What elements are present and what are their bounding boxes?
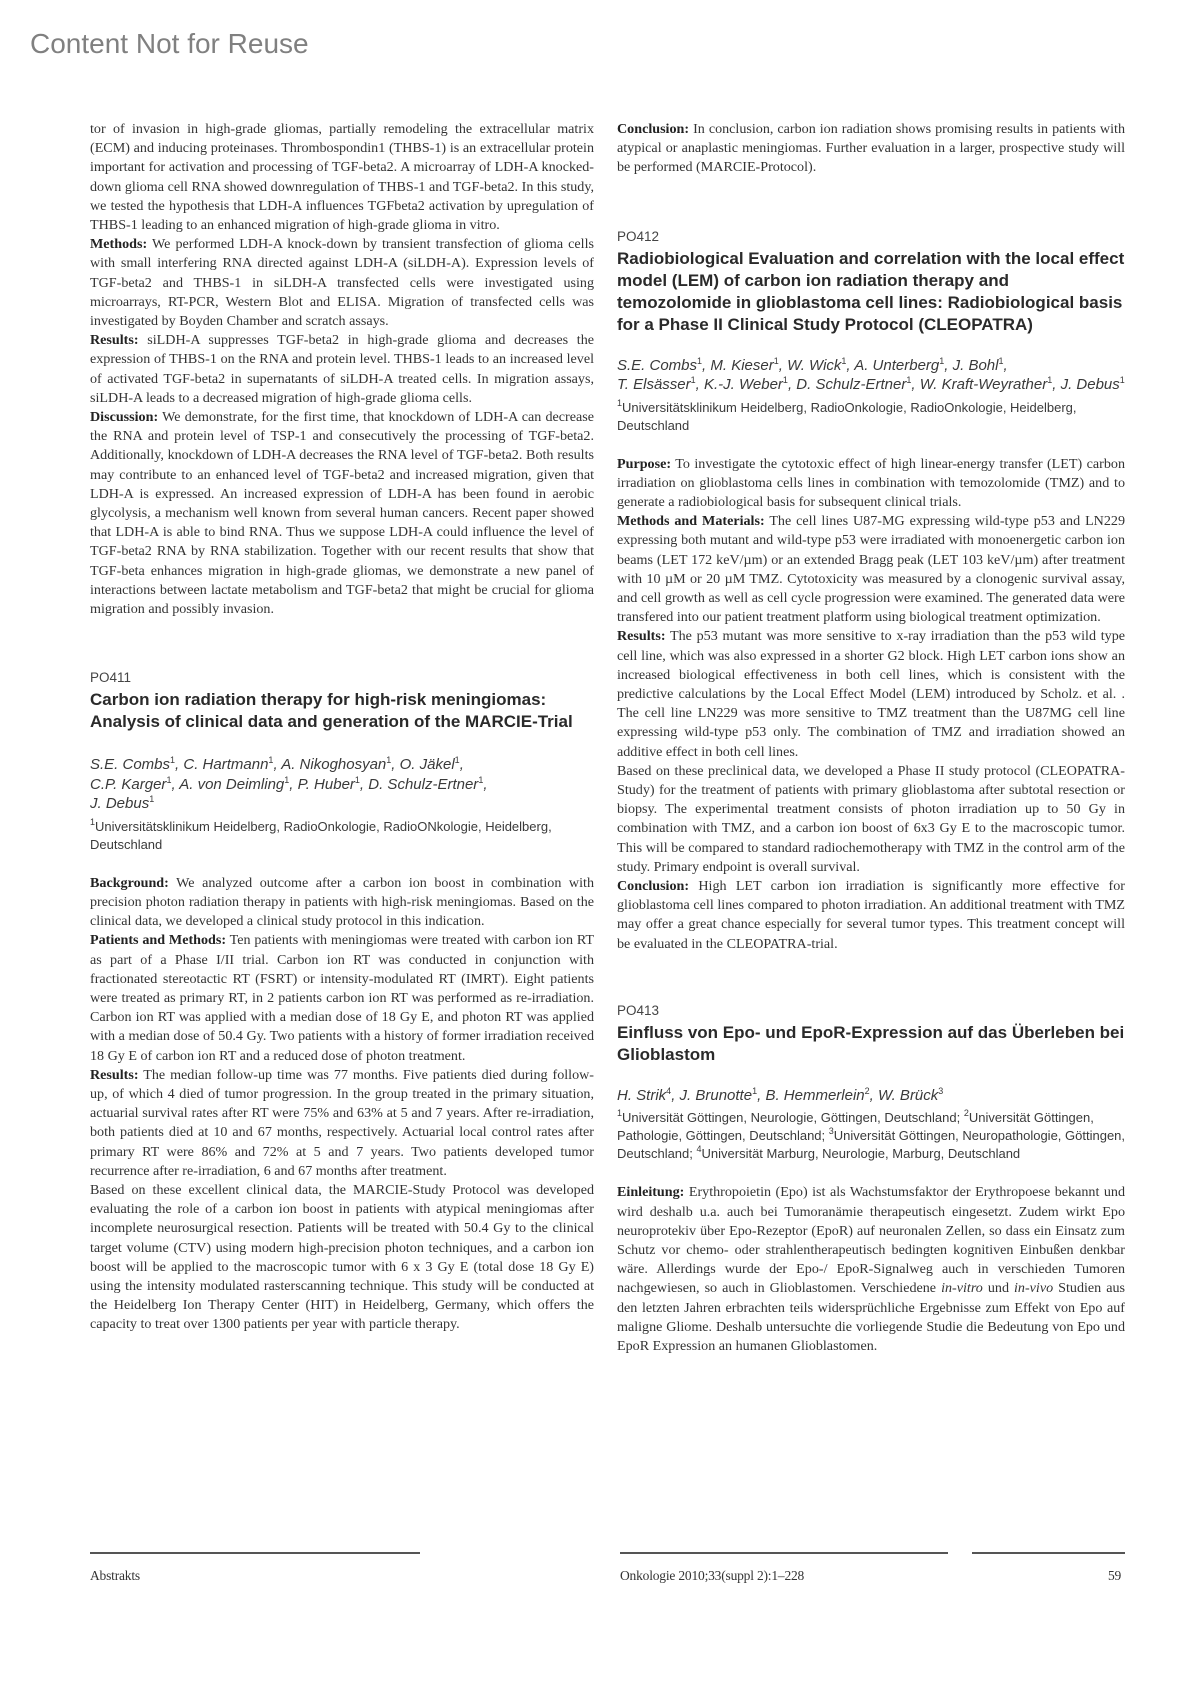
section-label: Results: bbox=[90, 1066, 139, 1083]
section-label: Discussion: bbox=[90, 409, 159, 426]
paragraph-conclusion: Conclusion: High LET carbon ion irradiation is significantly more effective for glioblastoma cell lines compared to photon irradiation. An additional treatment with TMZ may offer a great chance especially for several tumor types. This treatment concept will be evaluated in the CLEOPATRA-trial. bbox=[617, 878, 1125, 952]
affiliation: $^1$Universitätsklinikum Heidelberg, RadioOnkologie, RadioONkologie, Heidelberg, Deutschland bbox=[90, 816, 552, 852]
section-label: Purpose: bbox=[617, 455, 672, 472]
abstract-body bbox=[90, 874, 594, 1335]
section-label: Conclusion: bbox=[617, 878, 690, 895]
section-label: Background: bbox=[90, 874, 169, 891]
abstract-title: Einfluss von Epo- und EpoR-Expression auf das Überleben bei Glioblastom bbox=[617, 1022, 1125, 1064]
abstract-po413 bbox=[617, 1002, 1125, 1356]
abstract-title: Radiobiological Evaluation and correlation with the local effect model (LEM) of carbon ion radiation therapy and temozolomide in glioblastoma cell lines: Radiobiological basis for a Phase II Clinical Study Protocol (CLEOPATRA) bbox=[617, 248, 1125, 334]
footer-section-label: Abstrakts bbox=[90, 1568, 140, 1583]
section-label: Results: bbox=[90, 332, 139, 349]
po411-conclusion bbox=[617, 120, 1125, 178]
affiliation: $^1$Universitätsklinikum Heidelberg, RadioOnkologie, RadioOnkologie, Heidelberg, Deutschland bbox=[617, 397, 1077, 433]
section-label: Results: bbox=[617, 628, 666, 645]
footer-page-number: 59 bbox=[1108, 1568, 1122, 1583]
continued-paragraph-results: Results: siLDH-A suppresses TGF-beta2 in high-grade glioma and decreases the expression of THBS-1 on the RNA and protein level. THBS-1 leads to an increased level of activated TGF-beta2 in supernatants of siLDH-A treated cells. In migration assays, siLDH-A leads to a decreased migration of high-grade glioma cells. bbox=[90, 332, 594, 406]
paragraph-results: Results: The median follow-up time was 77 months. Five patients died during follow-up, of which 4 died of tumor progression. In the group treated in the primary situation, actuarial survival rates after RT were 75% and 63% at 5 and 7 years. After re-irradiation, both patients died at 10 and 67 months, respectively. Actuarial local control rates after primary RT were 86% and 72% at 5 and 7 years. Two patients developed tumor recurrence after re-irradiation, 6 and 67 months after treatment. bbox=[90, 1066, 594, 1179]
right-column bbox=[617, 120, 1125, 1356]
paragraph-conclusion: Conclusion: In conclusion, carbon ion radiation shows promising results in patients with atypical or anaplastic meningiomas. Further evaluation in a larger, prospective study will be performed (MARCIE-Protocol). bbox=[617, 121, 1125, 176]
author-list: S.E. Combs$^1$, C. Hartmann$^1$, A. Nikoghosyan$^1$, O. Jäkel$^1$, C.P. Karger$^1$, A. von Deimling$^1$, P. Huber$^1$, D. Schulz-Ertner$^1$, J. Debus$^1$ bbox=[90, 755, 488, 813]
author-list: H. Strik$^4$, J. Brunotte$^1$, B. Hemmerlein$^2$, W. Brück$^3$ bbox=[617, 1085, 944, 1104]
section-label: Methods and Materials: bbox=[617, 513, 765, 530]
paragraph-results: Results: The p53 mutant was more sensitive to x-ray irradiation than the p53 wild type cell line, which was also expressed in a shorter G2 block. High LET carbon ions show an increased biological effectiveness in both cell lines, which is consistent with the predictive calculations by the Local Effect Model (LEM) introduced by Scholz. et al. . The cell line LN229 was more sensitive to TMZ treatment than the U87MG cell line expressing wild-type p53 only. The combination of TMZ and irradiation showed an additive effect in both cell lines. bbox=[617, 628, 1125, 760]
abstract-po412 bbox=[617, 228, 1125, 954]
continued-paragraph-methods: Methods: We performed LDH-A knock-down by transient transfection of glioma cells with small interfering RNA directed against LDH-A (siLDH-A). Expression levels of TGF-beta2 and THBS-1 in siLDH-A transfected cells were investigated using microarrays, RT-PCR, Western Blot and ELISA. Migration of transfected cells was investigated by Boyden Chamber and scratch assays. bbox=[90, 236, 594, 330]
continued-paragraph-intro: tor of invasion in high-grade gliomas, partially remodeling the extracellular matrix (ECM) and inducing proteinases. Thrombospondin1 (THBS-1) is an extracellular protein important for activation and processing of TGF-beta2. A microarray of LDH-A knocked-down glioma cell RNA showed downregulation of THBS-1 and TGF-beta2. In this study, we tested the hypothesis that LDH-A influences TGFbeta2 activation by upregulation of THBS-1 leading to an enhanced migration of high-grade glioma in vitro. bbox=[90, 121, 594, 234]
paragraph-einleitung: Einleitung: Erythropoietin (Epo) ist als Wachstumsfaktor der Erythropoese bekannt und wird deshalb u.a. auch bei Tumoranämie therapeutisch eingesetzt. Zudem wirkt Epo neuroprotekiv über Epo-Rezeptor (EpoR) auf neuronalen Zellen, so dass ein Einsatz zum Schutz vor chemo- oder strahlentherapeutisch bedingten kognitiven Einbußen denkbar wäre. Allerdings wurde der Epo-/ EpoR-Signalweg auch in verschieden Tumoren nachgewiesen, so auch in Glioblastomen. Verschiedene in-vitro und in-vivo Studien aus den letzten Jahren erbrachten teils widersprüchliche Ergebnisse zum Effekt von Epo auf maligne Gliome. Deshalb untersuchte die vorliegende Studie die Bedeutung von Epo und EpoR Expression an humanen Glioblastomen. bbox=[617, 1184, 1125, 1355]
abstract-id: PO411 bbox=[90, 670, 132, 686]
paragraph-purpose: Purpose: To investigate the cytotoxic effect of high linear-energy transfer (LET) carbon irradiation on glioblastoma cells lines in combination with temozolomide (TMZ) and to generate a radiobiological basis for subsequent clinical trials. bbox=[617, 455, 1125, 511]
paragraph-background: Background: We analyzed outcome after a carbon ion boost in combination with precision photon radiation therapy in patients with high-risk meningiomas. Based on the clinical data, we developed a clinical study protocol in this indication. bbox=[90, 874, 594, 930]
author-list: S.E. Combs$^1$, M. Kieser$^1$, W. Wick$^1$, A. Unterberg$^1$, J. Bohl$^1$, T. Elsässer$^1$, K.-J. Weber$^1$, D. Schulz-Ertner$^1$, W. Kraft-Weyrather$^1$, J. Debus$^1$ bbox=[617, 355, 1125, 394]
paragraph-study-protocol: Based on these excellent clinical data, the MARCIE-Study Protocol was developed evaluating the role of a carbon ion boost in patients with atypical meningiomas after incomplete neurosurgical resection. Patients will be treated with 50.4 Gy to the clinical target volume (CTV) using modern high-precision photon techniques, and a carbon ion boost will be applied to the macroscopic tumor with 6 x 3 Gy E (total dose 18 Gy E) using the intensity modulated rasterscanning technique. This study will be conducted at the Heidelberg Ion Therapy Center (HIT) in Heidelberg, Germany, which offers the capacity to treat over 1300 patients per year with particle therapy. bbox=[90, 1182, 594, 1333]
footer-rule-right bbox=[972, 1552, 1125, 1554]
section-label: Patients and Methods: bbox=[90, 932, 227, 949]
abstract-body bbox=[617, 455, 1125, 954]
abstract-title: Carbon ion radiation therapy for high-risk meningiomas: Analysis of clinical data and generation of the MARCIE-Trial bbox=[90, 690, 573, 732]
section-label: Methods: bbox=[90, 236, 148, 253]
abstract-body bbox=[617, 1183, 1125, 1356]
footer-journal-citation: Onkologie 2010;33(suppl 2):1–228 bbox=[620, 1568, 805, 1583]
section-label: Conclusion: bbox=[617, 121, 690, 137]
paragraph-patients-methods: Patients and Methods: Ten patients with meningiomas were treated with carbon ion RT as part of a Phase I/II trial. Carbon ion RT was conducted in conjunction with fractionated stereotactic RT (FSRT) or intensity-modulated RT (IMRT). Eight patients were treated as primary RT, in 2 patients carbon ion RT was performed as re-irradiation. Carbon ion RT was applied with a median dose of 18 Gy E, and photon RT was applied with a median dose of 50.4 Gy. Two patients with a history of former irradiation received 18 Gy E of carbon ion RT and a reduced dose of photon treatment. bbox=[90, 932, 594, 1064]
footer-rule-left bbox=[90, 1552, 420, 1554]
left-column bbox=[90, 120, 594, 1335]
paragraph-methods-materials: Methods and Materials: The cell lines U87-MG expressing wild-type p53 and LN229 expressing both mutant and wild-type p53 were irradiated with monoenergetic carbon ion beams (LET 172 keV/µm) or an extended Bragg peak (LET 103 keV/µm) after treatment with 10 µM or 20 µM TMZ. Cytotoxicity was measured by a clonogenic survival assay, and cell growth as well as cell cycle progression were examined. The generated data were transfered into our patient treatment platform using biological treatment optimization. bbox=[617, 513, 1125, 626]
section-label: Einleitung: bbox=[617, 1184, 685, 1201]
footer-rule-middle bbox=[620, 1552, 948, 1554]
abstract-id: PO412 bbox=[617, 228, 660, 244]
watermark: Content Not for Reuse bbox=[30, 28, 309, 59]
continued-abstract bbox=[90, 120, 594, 619]
affiliation: $^1$Universität Göttingen, Neurologie, Göttingen, Deutschland; $^2$Universität Göttingen, Pathologie, Göttingen, Deutschland; $^3$Universität Göttingen, Neuropathologie, Göttingen, Deutschland; $^4$Universität Marburg, Neurologie, Marburg, Deutschland bbox=[617, 1108, 1126, 1162]
abstract-po411 bbox=[90, 669, 594, 1334]
continued-paragraph-discussion: Discussion: We demonstrate, for the first time, that knockdown of LDH-A can decrease the RNA and protein level of TSP-1 and consecutively the processing of TGF-beta2. Additionally, knockdown of LDH-A decreases the RNA level of TGF-beta2. Both results may contribute to an enhanced level of TGF-beta2 and increased migration, given that LDH-A is expressed. An increased expression of LDH-A has been found in aerobic glycolysis, a mechanism well known from several human cancers. Recent paper showed that LDH-A is able to bind RNA. Thus we suppose LDH-A could influence the level of TGF-beta2 RNA by RNA stabilization. Together with our recent results that show that TGF-beta enhances migration in high-grade gliomas, we demonstrate a new panel of interactions between lactate metabolism and TGF-beta2 that might be crucial for glioma migration and possibly invasion. bbox=[90, 409, 594, 618]
paragraph-study-protocol: Based on these preclinical data, we developed a Phase II study protocol (CLEOPATRA-Study) for the treatment of patients with primary glioblastoma after subtotal resection or biopsy. The experimental treatment consists of photon irradiation up to 50 Gy in combination with TMZ, and a carbon ion boost of 6x3 Gy E to the macroscopic tumor. This will be compared to standard radiochemotherapy with TMZ in the control arm of the study. Primary endpoint is overall survival. bbox=[617, 762, 1125, 875]
abstract-id: PO413 bbox=[617, 1002, 660, 1018]
